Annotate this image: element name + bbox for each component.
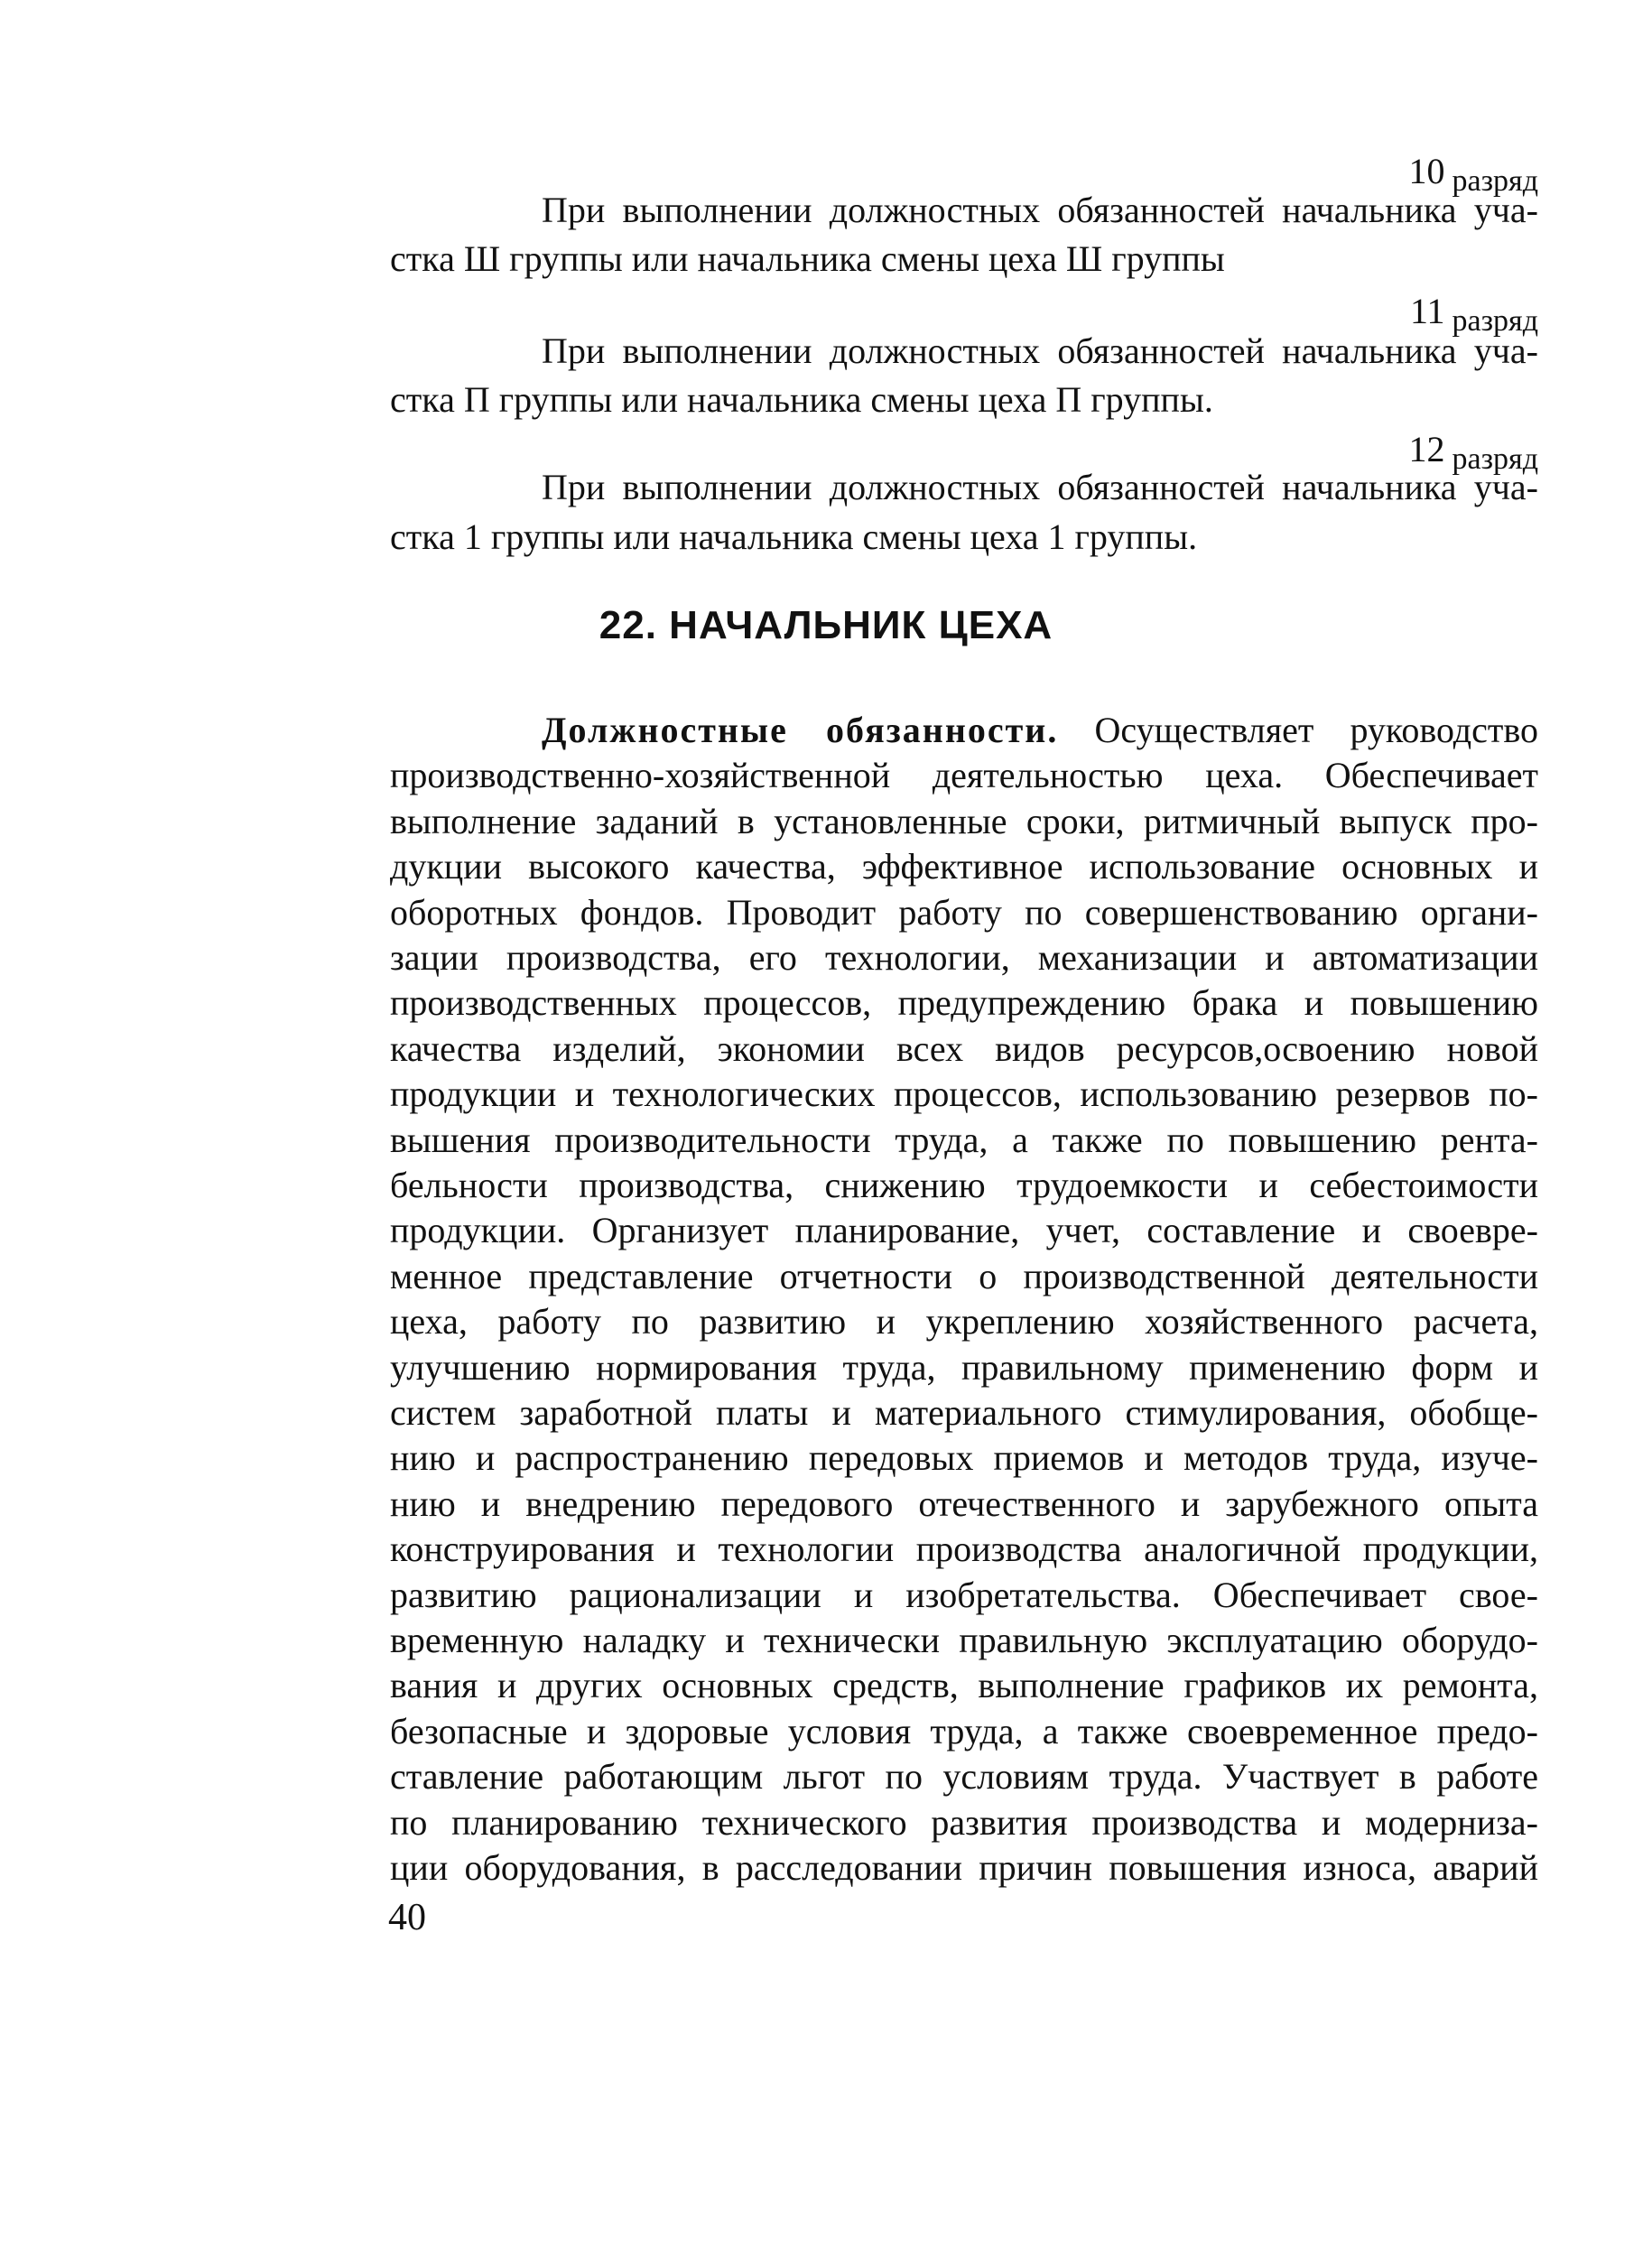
grade-word: разряд	[1452, 304, 1538, 338]
grade-word: разряд	[1452, 442, 1538, 476]
body-line: вания и других основных средств, выполнение графиков их ремонта,	[390, 1665, 1538, 1706]
body-line: зации производства, его технологии, механизации и автоматизации	[390, 937, 1538, 978]
body-line: продукции и технологических процессов, использованию резервов по-	[390, 1073, 1538, 1115]
body-line: временную наладку и технически правильную эксплуатацию оборудо-	[390, 1620, 1538, 1660]
duties-label: Должностные обязанности.	[542, 710, 1059, 750]
body-line: менное представление отчетности о производственной деятельности	[390, 1255, 1538, 1296]
body-line: улучшению нормирования труда, правильному применению форм и	[390, 1346, 1538, 1388]
grade-number: 12	[1408, 429, 1445, 469]
grade-10-text-line-1: При выполнении должностных обязанностей начальника уча-	[542, 190, 1538, 230]
grade-number: 11	[1410, 291, 1445, 331]
body-line: производственно-хозяйственной деятельностью цеха. Обеспечивает	[390, 755, 1538, 796]
body-line: вышения производительности труда, а также по повышению рента-	[390, 1119, 1538, 1160]
section-title: 22. НАЧАЛЬНИК ЦЕХА	[599, 603, 1053, 647]
grade-word: разряд	[1452, 164, 1538, 198]
body-line: нию и внедрению передового отечественного и зарубежного опыта	[390, 1482, 1538, 1524]
body-line: качества изделий, экономии всех видов ресурсов,освоению новой	[390, 1027, 1538, 1069]
grade-11-text-line-2: стка П группы или начальника смены цеха П группы.	[390, 379, 1213, 420]
grade-number: 10	[1408, 151, 1445, 191]
body-text: Осуществляет руководство	[1094, 710, 1538, 750]
body-line: выполнение заданий в установленные сроки, ритмичный выпуск про-	[390, 800, 1538, 841]
body-line: нию и распространению передовых приемов и методов труда, изуче-	[390, 1437, 1538, 1479]
body-line: безопасные и здоровые условия труда, а также своевременное предо-	[390, 1710, 1538, 1752]
grade-12-text-line-2: стка 1 группы или начальника смены цеха 1 группы.	[390, 516, 1198, 557]
body-line: продукции. Организует планирование, учет, составление и своевре-	[390, 1210, 1538, 1251]
body-line: по планированию технического развития производства и модерниза-	[390, 1801, 1538, 1843]
body-line: дукции высокого качества, эффективное использование основных и	[390, 846, 1538, 887]
body-line: производственных процессов, предупреждению брака и повышению	[390, 982, 1538, 1024]
grade-12-text-line-1: При выполнении должностных обязанностей начальника уча-	[542, 467, 1538, 507]
body-line-first	[390, 708, 1538, 753]
body-line: бельности производства, снижению трудоемкости и себестоимости	[390, 1165, 1538, 1205]
body-line: ставление работающим льгот по условиям труда. Участвует в работе	[390, 1756, 1538, 1798]
grade-11-text-line-1: При выполнении должностных обязанностей начальника уча-	[542, 330, 1538, 371]
body-line: конструирования и технологии производства аналогичной продукции,	[390, 1529, 1538, 1570]
grade-10-text-line-2: стка Ш группы или начальника смены цеха Ш группы	[390, 238, 1225, 279]
body-line: развитию рационализации и изобретательства. Обеспечивает свое-	[390, 1574, 1538, 1615]
body-line: систем заработной платы и материального стимулирования, обобще-	[390, 1392, 1538, 1433]
page-number: 40	[388, 1897, 426, 1938]
body-line: оборотных фондов. Проводит работу по совершенствованию органи-	[390, 891, 1538, 933]
body-line: ции оборудования, в расследовании причин повышения износа, аварий	[390, 1847, 1538, 1888]
body-line: цеха, работу по развитию и укреплению хозяйственного расчета,	[390, 1301, 1538, 1343]
